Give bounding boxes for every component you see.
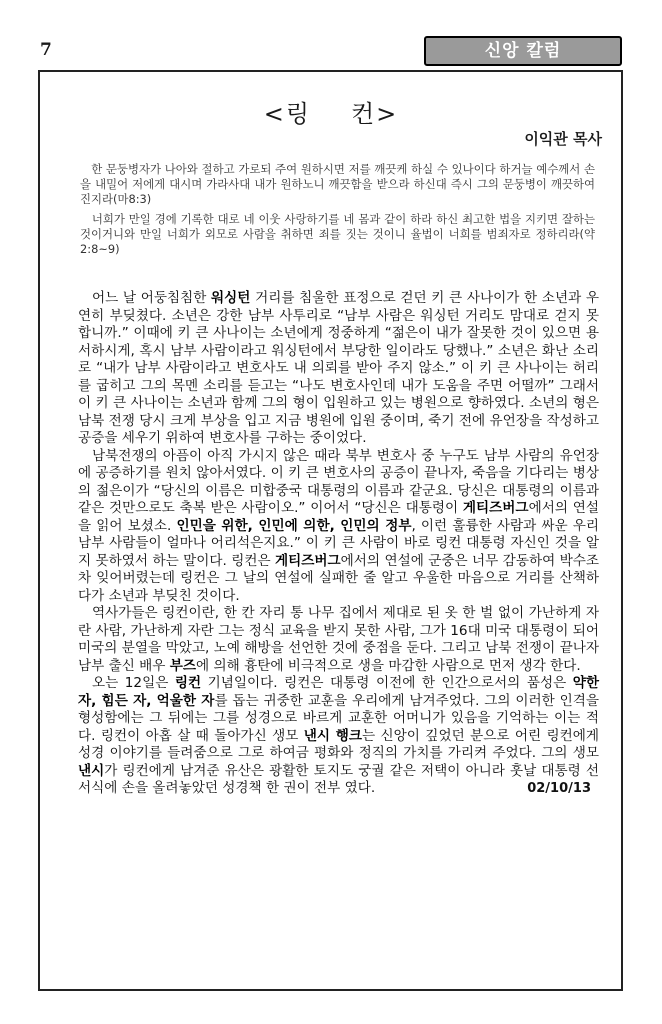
scripture-quote — [80, 212, 595, 258]
section-tab: 신앙 칼럼 — [424, 36, 622, 66]
paragraph: 어느 날 어둥침침한 워싱턴 거리를 침울한 표정으로 걷던 키 큰 사나이가 한 소년과 우연히 부딪쳤다. 소년은 강한 남부 사투리로 “남부 사람은 워싱턴 거리도 맘대로 걷지 못합니까.” 이때에 키 큰 사나이는 소년에게 정중하게 “젊은이 내가 잘못한 것이 있으면 용서하시게, 혹시 남부 사람이라고 워싱턴에서 부당한 일이라도 당했나.” 소년은 화난 소리로 “내가 남부 사람이라고 변호사도 내 의뢰를 받아 주지 않소.” 이 키 큰 사나이는 허리를 굽히고 그의 목멘 소리를 듣고는 “나도 변호사인데 내가 도움을 주면 어떨까” 그래서 이 키 큰 사나이는 소년과 함께 그의 형이 입원하고 있는 병원으로 향하였다. 소년의 형은 남북 전쟁 당시 크게 부상을 입고 지금 병원에 입원 중이며, 죽기 전에 유언장을 작성하고 공증을 세우기 위하여 변호사를 구하는 중이었다. — [78, 290, 599, 446]
article-title — [0, 94, 662, 129]
author: 이익관 목사 — [524, 130, 602, 148]
scripture-quote-text: 너희가 만일 경에 기록한 대로 네 이웃 사랑하기를 네 몸과 같이 하라 하신 최고한 법을 지키면 잘하는 것이거니와 만일 너희가 외모로 사람을 취하면 죄를 짓는 것이니 율법이 너희를 범죄자로 정하리라(약2:8~9) — [80, 212, 595, 257]
page-number: 7 — [40, 40, 52, 60]
scripture-quote — [80, 162, 595, 208]
paragraph: 오는 12일은 링컨 기념일이다. 링컨은 대통령 이전에 한 인간으로서의 품성은 약한 자, 힘든 자, 억울한 자를 돕는 귀중한 교훈을 우리에게 남겨주었다. 그의 이러한 인격을 형성함에는 그 뒤에는 그를 성경으로 바르게 교훈한 어머니가 있음을 기억하는 이는 적다. 링컨이 아홉 살 때 돌아가신 생모 낸시 행크는 신앙이 깊었던 분으로 어린 링컨에게 성경 이야기를 들려줌으로 그로 하여금 평화와 정직의 가치를 가리켜 주었다. 그의 생모 낸시가 링컨에게 남겨준 유산은 광활한 토지도 궁궐 같은 저택이 아니라 훗날 대통령 선서식에 손을 올려놓았던 성경책 한 권이 전부 였다. 02/10/13 — [78, 675, 599, 796]
publish-date: 02/10/13 — [527, 781, 591, 796]
title-left: <링 — [263, 100, 311, 128]
paragraph: 역사가들은 링컨이란, 한 칸 자리 통 나무 집에서 제대로 된 옷 한 벌 없이 가난하게 자란 사람, 가난하게 자란 그는 정식 교육을 받지 못한 사람, 그가 16대 미국 대통령이 되어 미국의 분열을 막았고, 노예 해방을 선언한 것에 중점을 둔다. 그리고 남북 전쟁이 끝나자 남부 출신 배우 부즈에 의해 흉탄에 비극적으로 생을 마감한 사람으로 먼저 생각 한다. — [78, 605, 599, 674]
paragraph: 남북전쟁의 아픔이 아직 가시지 않은 때라 북부 변호사 중 누구도 남부 사람의 유언장에 공증하기를 원치 않아서였다. 이 키 큰 변호사의 공증이 끝나자, 죽음을 기다리는 병상의 젊은이가 “당신의 이름은 미합중국 대통령의 이름과 같군요. 당신은 대통령의 이름과 같은 것만으로도 축복 받은 사람이오.” 이어서 “당신은 대통령이 게티즈버그에서의 연설을 읽어 보셨소. 인민을 위한, 인민에 의한, 인민의 정부, 이런 훌륭한 사람과 싸운 우리 남부 사람들이 얼마나 어리석은지요.” 이 키 큰 사람이 바로 링컨 대통령 자신인 것을 알지 못하였서 하는 말이다. 링컨은 게티즈버그에서의 연설에 군중은 너무 감동하여 박수조차 잊어버렸는데 링컨은 그 날의 연설에 실패한 줄 알고 우울한 마음으로 거리를 산책하다가 소년과 부딪친 것이다. — [78, 447, 599, 604]
article-body — [78, 290, 599, 798]
scripture-quote-text: 한 문둥병자가 나아와 절하고 가로되 주여 원하시면 저를 깨끗케 하실 수 있나이다 하거늘 예수께서 손을 내밀어 저에게 대시며 가라사대 내가 원하노니 깨끗함을 받으라 하신대 즉시 그의 문둥병이 깨끗하여진지라(마8:3) — [80, 162, 595, 207]
title-right: 컨> — [351, 100, 399, 128]
